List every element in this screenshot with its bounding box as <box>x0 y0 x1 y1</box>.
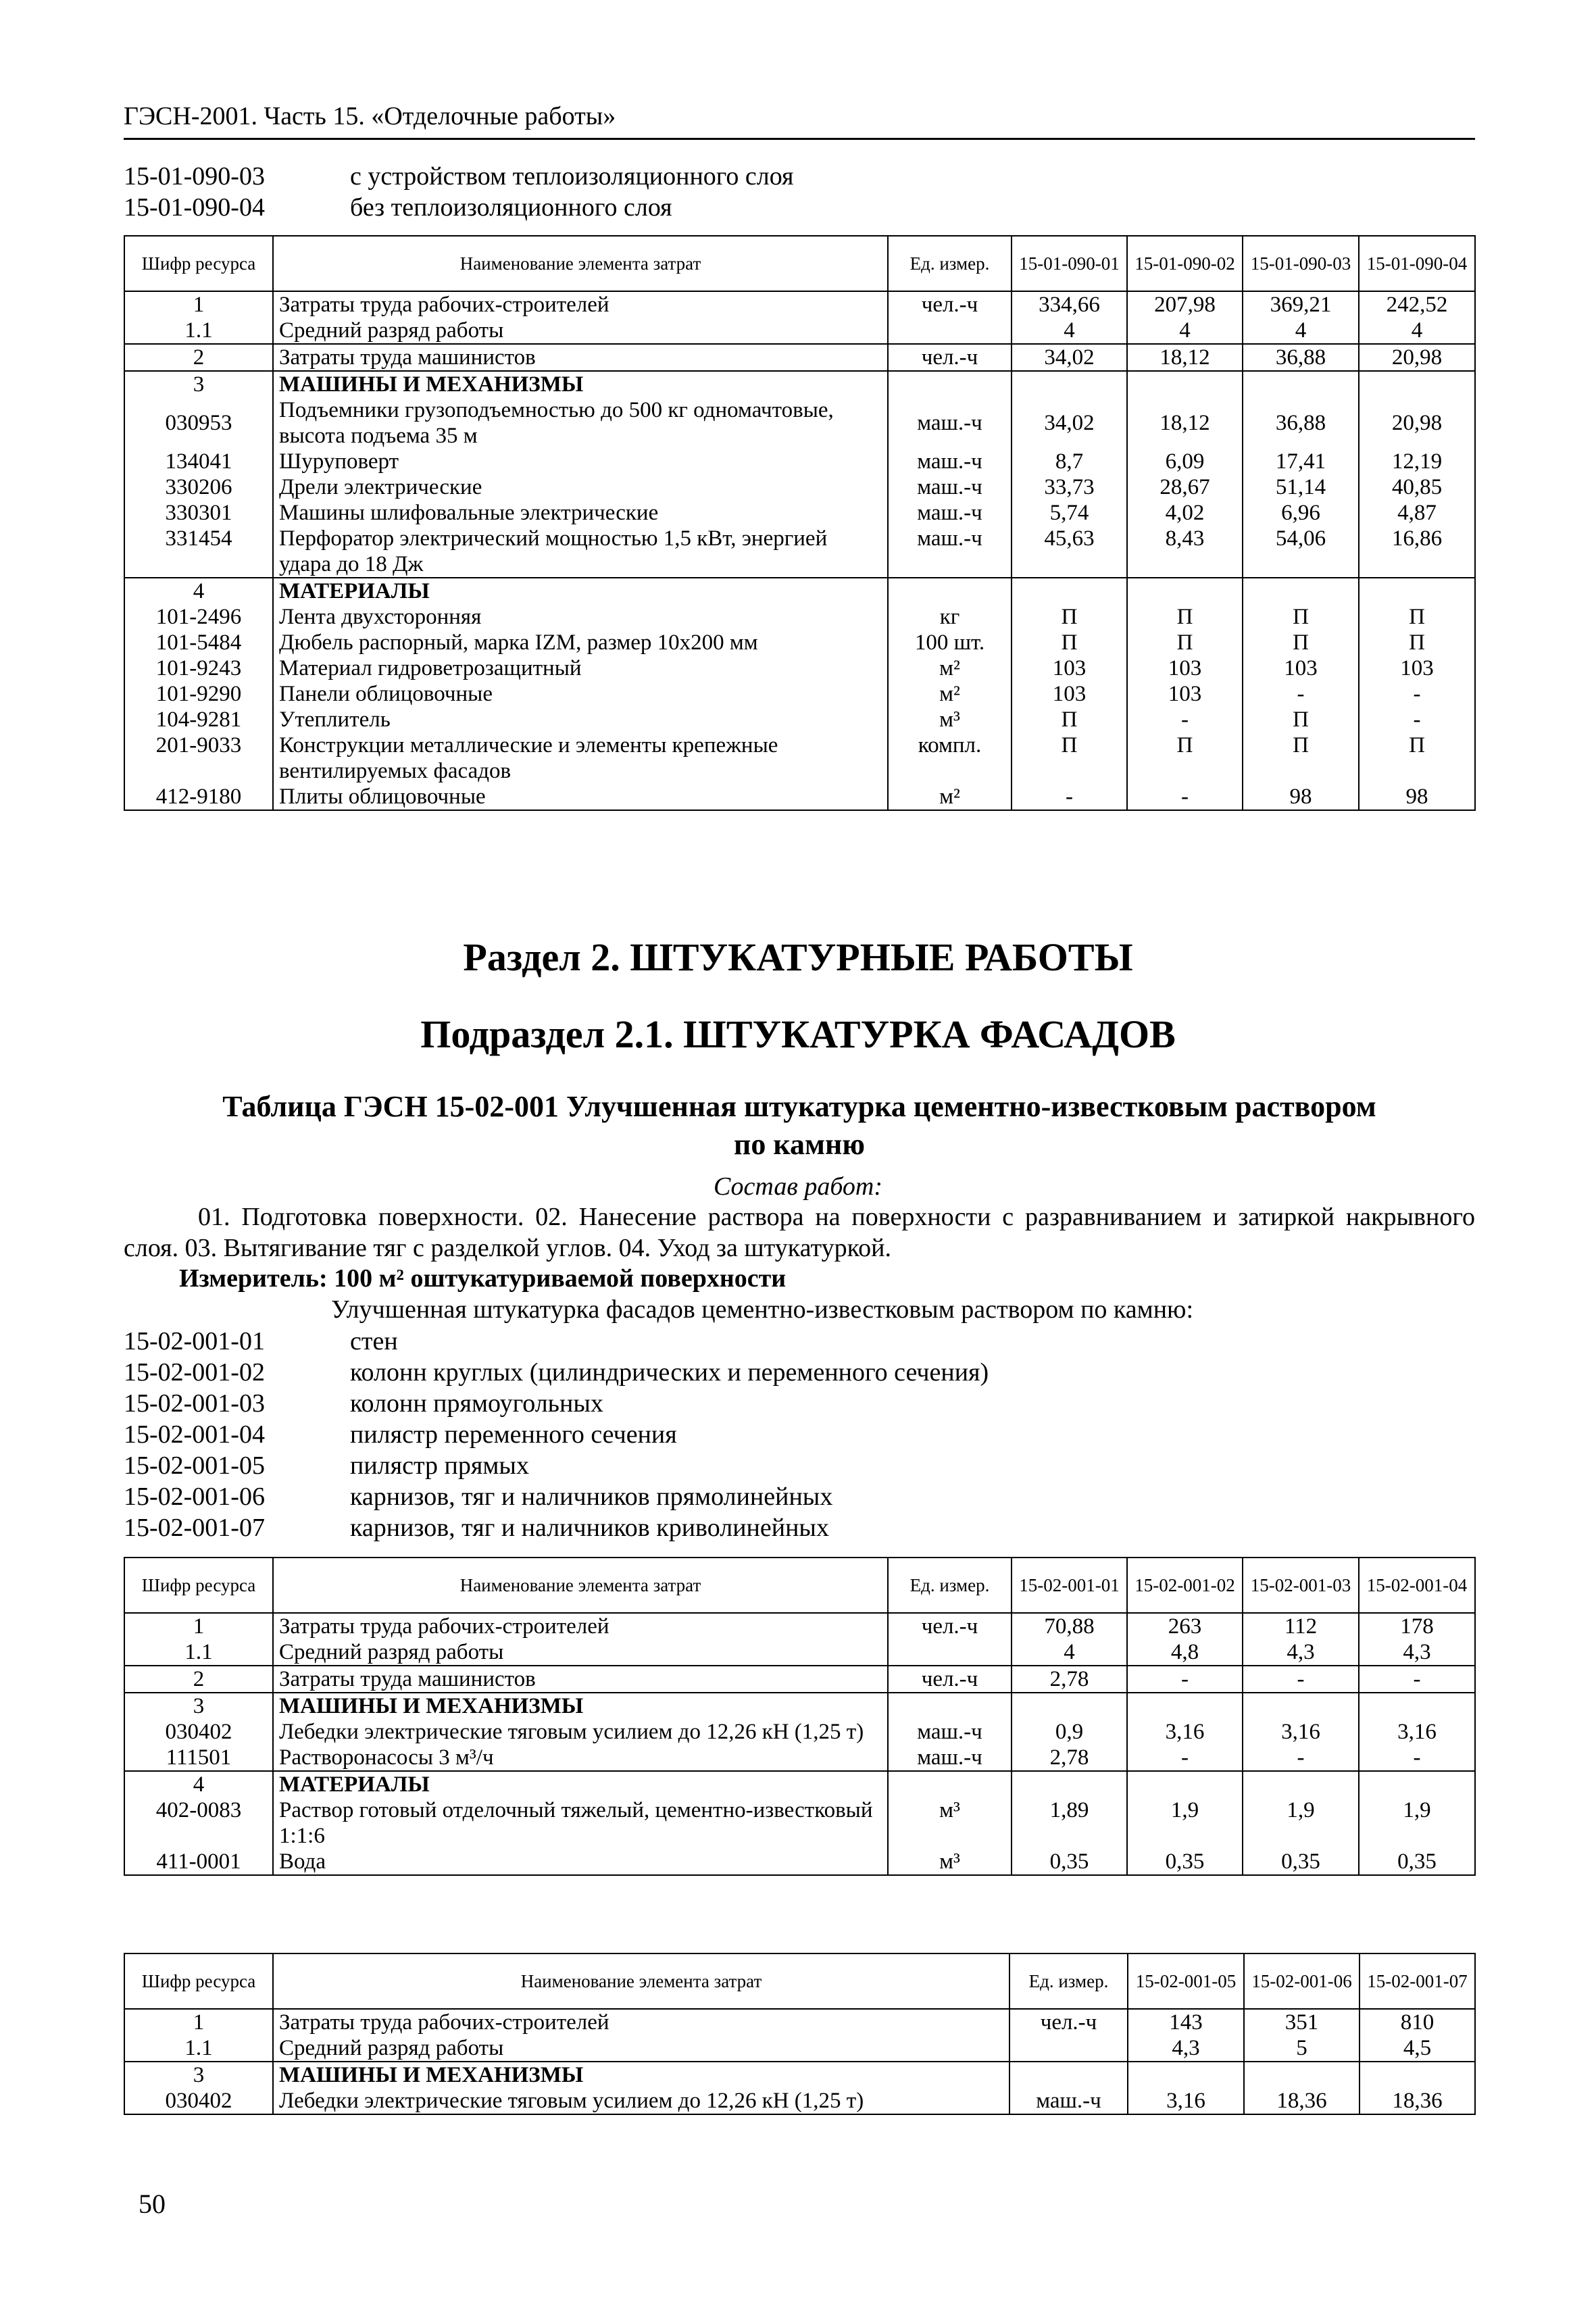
norm-value: 103 <box>1012 681 1127 707</box>
variants-top <box>124 161 1475 223</box>
table-row <box>124 732 1475 784</box>
norm-value: 51,14 <box>1243 474 1359 500</box>
resource-code: 1 <box>124 291 273 318</box>
norm-value: П <box>1243 732 1359 784</box>
norm-value <box>1360 2062 1475 2088</box>
table-row <box>124 2062 1475 2088</box>
resource-name: Лента двухсторонняя <box>273 604 888 630</box>
variant-row <box>124 1357 1475 1388</box>
norm-value: П <box>1359 604 1475 630</box>
header-code: Шифр ресурса <box>124 1953 273 2009</box>
norm-value: 0,35 <box>1243 1849 1359 1875</box>
norm-value: 4 <box>1012 318 1127 344</box>
variant-row <box>124 1450 1475 1481</box>
resource-table-1 <box>124 235 1476 811</box>
table-row <box>124 2009 1475 2035</box>
table-row <box>124 1613 1475 1639</box>
resource-unit: м³ <box>888 1797 1012 1849</box>
norm-value <box>1012 1693 1127 1719</box>
header-norm: 15-02-001-07 <box>1360 1953 1475 2009</box>
resource-name: Перфоратор электрический мощностью 1,5 кВт, энергией удара до 18 Дж <box>273 526 888 578</box>
norm-value: 207,98 <box>1127 291 1243 318</box>
norm-value: 0,35 <box>1359 1849 1475 1875</box>
norm-value: - <box>1359 681 1475 707</box>
norm-value: П <box>1127 732 1243 784</box>
table-row <box>124 1666 1475 1693</box>
norm-value: П <box>1012 604 1127 630</box>
variant-code: 15-02-001-05 <box>124 1451 265 1480</box>
norm-value: 351 <box>1244 2009 1360 2035</box>
norm-value <box>1127 371 1243 397</box>
norm-value: 17,41 <box>1243 449 1359 474</box>
norm-value <box>1359 371 1475 397</box>
norm-value: 4,3 <box>1243 1639 1359 1666</box>
norm-value <box>1012 371 1127 397</box>
table-row <box>124 707 1475 732</box>
table-title-line: Таблица ГЭСН 15-02-001 Улучшенная штукатурка цементно-известковым раствором <box>222 1090 1376 1123</box>
norm-value: - <box>1359 1745 1475 1771</box>
resource-code: 412-9180 <box>124 784 273 810</box>
header-name: Наименование элемента затрат <box>273 236 888 291</box>
norm-value <box>1244 2062 1360 2088</box>
resource-unit <box>1009 2035 1128 2062</box>
variant-code: 15-02-001-04 <box>124 1420 265 1449</box>
resource-code: 104-9281 <box>124 707 273 732</box>
norm-value: 1,9 <box>1127 1797 1243 1849</box>
norm-value: 112 <box>1243 1613 1359 1639</box>
resource-unit <box>888 1771 1012 1797</box>
resource-name: МАШИНЫ И МЕХАНИЗМЫ <box>273 371 888 397</box>
table-row <box>124 1797 1475 1849</box>
resource-unit: м² <box>888 681 1012 707</box>
table-row <box>124 344 1475 371</box>
norm-value: 70,88 <box>1012 1613 1127 1639</box>
header-norm: 15-01-090-02 <box>1127 236 1243 291</box>
norm-value: П <box>1012 707 1127 732</box>
norm-value: 178 <box>1359 1613 1475 1639</box>
resource-name: Затраты труда машинистов <box>273 1666 888 1693</box>
resource-unit: компл. <box>888 732 1012 784</box>
resource-unit: чел.-ч <box>888 291 1012 318</box>
norm-value: 103 <box>1012 655 1127 681</box>
resource-code: 201-9033 <box>124 732 273 784</box>
variant-code: 15-01-090-04 <box>124 193 265 222</box>
header-name: Наименование элемента затрат <box>273 1558 888 1613</box>
resource-code: 402-0083 <box>124 1797 273 1849</box>
resource-code: 030402 <box>124 2088 273 2114</box>
norm-value <box>1359 578 1475 604</box>
variant-code: 15-01-090-03 <box>124 162 265 191</box>
resource-name: Дюбель распорный, марка IZM, размер 10х200 мм <box>273 630 888 655</box>
norm-value: 103 <box>1359 655 1475 681</box>
resource-code: 101-5484 <box>124 630 273 655</box>
resource-name: Лебедки электрические тяговым усилием до 12,26 кН (1,25 т) <box>273 2088 1009 2114</box>
norm-value: 369,21 <box>1243 291 1359 318</box>
norm-value: 1,9 <box>1243 1797 1359 1849</box>
norm-value: 810 <box>1360 2009 1475 2035</box>
resource-unit: чел.-ч <box>888 344 1012 371</box>
norm-value: 5,74 <box>1012 500 1127 526</box>
variant-text: карнизов, тяг и наличников криволинейных <box>350 1514 829 1542</box>
norm-value: 103 <box>1127 681 1243 707</box>
norm-value: 143 <box>1128 2009 1244 2035</box>
resource-code: 111501 <box>124 1745 273 1771</box>
norm-value <box>1127 578 1243 604</box>
header-unit: Ед. измер. <box>888 236 1012 291</box>
resource-name: Затраты труда рабочих-строителей <box>273 2009 1009 2035</box>
norm-value: 34,02 <box>1012 344 1127 371</box>
resource-name: Машины шлифовальные электрические <box>273 500 888 526</box>
resource-code: 4 <box>124 578 273 604</box>
norm-value <box>1012 578 1127 604</box>
norm-value: 36,88 <box>1243 344 1359 371</box>
norm-value: 1,89 <box>1012 1797 1127 1849</box>
resource-name: Средний разряд работы <box>273 318 888 344</box>
norm-value <box>1012 1771 1127 1797</box>
norm-value <box>1127 1693 1243 1719</box>
resource-code: 134041 <box>124 449 273 474</box>
variant-row <box>124 1481 1475 1512</box>
resource-unit: маш.-ч <box>888 397 1012 449</box>
table-row <box>124 371 1475 397</box>
resource-unit: кг <box>888 604 1012 630</box>
norm-value: 34,02 <box>1012 397 1127 449</box>
resource-code: 030953 <box>124 397 273 449</box>
norm-value: 98 <box>1359 784 1475 810</box>
norm-value: 18,36 <box>1360 2088 1475 2114</box>
resource-name: Утеплитель <box>273 707 888 732</box>
norm-value: 0,9 <box>1012 1719 1127 1745</box>
norm-value: 103 <box>1243 655 1359 681</box>
table-row <box>124 2088 1475 2114</box>
norm-value: 28,67 <box>1127 474 1243 500</box>
resource-code: 101-2496 <box>124 604 273 630</box>
variant-row <box>124 1419 1475 1450</box>
norm-value: П <box>1127 630 1243 655</box>
table-row <box>124 526 1475 578</box>
resource-unit: чел.-ч <box>1009 2009 1128 2035</box>
table-row <box>124 1693 1475 1719</box>
resource-unit: маш.-ч <box>888 500 1012 526</box>
resource-name: Затраты труда машинистов <box>273 344 888 371</box>
header-code: Шифр ресурса <box>124 1558 273 1613</box>
resource-code: 030402 <box>124 1719 273 1745</box>
variant-text: карнизов, тяг и наличников прямолинейных <box>350 1483 833 1511</box>
resource-name: Раствор готовый отделочный тяжелый, цементно-известковый 1:1:6 <box>273 1797 888 1849</box>
norm-value: 3,16 <box>1127 1719 1243 1745</box>
resource-unit <box>888 1693 1012 1719</box>
resource-name: Затраты труда рабочих-строителей <box>273 291 888 318</box>
resource-name: Панели облицовочные <box>273 681 888 707</box>
norm-value: - <box>1127 784 1243 810</box>
header-norm: 15-02-001-05 <box>1128 1953 1244 2009</box>
running-header: ГЭСН-2001. Часть 15. «Отделочные работы» <box>124 101 1475 140</box>
norm-value: 18,12 <box>1127 344 1243 371</box>
variant-text: пилястр переменного сечения <box>350 1420 677 1449</box>
norm-value: 4,02 <box>1127 500 1243 526</box>
norm-value: П <box>1243 604 1359 630</box>
header-name: Наименование элемента затрат <box>273 1953 1009 2009</box>
norm-value: П <box>1359 630 1475 655</box>
resource-unit <box>888 578 1012 604</box>
table-row <box>124 681 1475 707</box>
norm-value: П <box>1127 604 1243 630</box>
resource-code: 330206 <box>124 474 273 500</box>
table-row <box>124 318 1475 344</box>
norm-value: 6,09 <box>1127 449 1243 474</box>
resource-name: Растворонасосы 3 м³/ч <box>273 1745 888 1771</box>
resource-code: 1.1 <box>124 1639 273 1666</box>
table-row <box>124 2035 1475 2062</box>
header-norm: 15-02-001-02 <box>1127 1558 1243 1613</box>
resource-name: Конструкции металлические и элементы крепежные вентилируемых фасадов <box>273 732 888 784</box>
table-row <box>124 604 1475 630</box>
norm-value: П <box>1243 630 1359 655</box>
resource-unit: маш.-ч <box>888 526 1012 578</box>
subsection-title: Подраздел 2.1. ШТУКАТУРКА ФАСАДОВ <box>420 1012 1176 1056</box>
variant-code: 15-02-001-03 <box>124 1389 265 1418</box>
norm-value: 33,73 <box>1012 474 1127 500</box>
resource-unit: м³ <box>888 1849 1012 1875</box>
table-row <box>124 630 1475 655</box>
variant-text: без теплоизоляционного слоя <box>350 193 672 222</box>
header-code: Шифр ресурса <box>124 236 273 291</box>
resource-code: 3 <box>124 1693 273 1719</box>
variant-text: с устройством теплоизоляционного слоя <box>350 162 794 191</box>
norm-value: - <box>1359 1666 1475 1693</box>
header-norm: 15-01-090-04 <box>1359 236 1475 291</box>
norm-value <box>1128 2062 1244 2088</box>
variant-code: 15-02-001-01 <box>124 1327 265 1355</box>
norm-value: 2,78 <box>1012 1666 1127 1693</box>
norm-value: 98 <box>1243 784 1359 810</box>
resource-unit: маш.-ч <box>888 1719 1012 1745</box>
norm-value: 20,98 <box>1359 397 1475 449</box>
norm-value <box>1127 1771 1243 1797</box>
resource-name: МАТЕРИАЛЫ <box>273 1771 888 1797</box>
resource-code: 2 <box>124 1666 273 1693</box>
table-row <box>124 655 1475 681</box>
norm-value <box>1359 1693 1475 1719</box>
norm-value: 4 <box>1243 318 1359 344</box>
norm-value: 4,3 <box>1128 2035 1244 2062</box>
norm-value: 40,85 <box>1359 474 1475 500</box>
resource-name: Плиты облицовочные <box>273 784 888 810</box>
variant-text: пилястр прямых <box>350 1451 529 1480</box>
resource-name: МАШИНЫ И МЕХАНИЗМЫ <box>273 1693 888 1719</box>
variant-text: колонн круглых (цилиндрических и переменного сечения) <box>350 1358 989 1387</box>
header-norm: 15-01-090-01 <box>1012 236 1127 291</box>
variants-lead: Улучшенная штукатурка фасадов цементно-известковым раствором по камню: <box>331 1295 1194 1324</box>
norm-value: 2,78 <box>1012 1745 1127 1771</box>
norm-value: 3,16 <box>1359 1719 1475 1745</box>
norm-value: - <box>1243 1745 1359 1771</box>
page-number: 50 <box>139 2189 166 2219</box>
norm-value: 4,3 <box>1359 1639 1475 1666</box>
resource-code: 3 <box>124 371 273 397</box>
variant-row <box>124 192 1475 223</box>
resource-name: Подъемники грузоподъемностью до 500 кг одномачтовые, высота подъема 35 м <box>273 397 888 449</box>
resource-code: 331454 <box>124 526 273 578</box>
resource-unit: маш.-ч <box>888 1745 1012 1771</box>
norm-value: 334,66 <box>1012 291 1127 318</box>
variant-row <box>124 1512 1475 1543</box>
resource-code: 3 <box>124 2062 273 2088</box>
table-row <box>124 474 1475 500</box>
header-norm: 15-02-001-03 <box>1243 1558 1359 1613</box>
norm-value: - <box>1359 707 1475 732</box>
norm-value: 103 <box>1127 655 1243 681</box>
norm-value: 4,5 <box>1360 2035 1475 2062</box>
norm-value <box>1243 371 1359 397</box>
table-row <box>124 578 1475 604</box>
table-row <box>124 1639 1475 1666</box>
table-row <box>124 397 1475 449</box>
norm-value: 3,16 <box>1128 2088 1244 2114</box>
norm-value: - <box>1243 681 1359 707</box>
norm-value: 12,19 <box>1359 449 1475 474</box>
resource-unit: 100 шт. <box>888 630 1012 655</box>
measure-line: Измеритель: 100 м² оштукатуриваемой поверхности <box>179 1264 787 1293</box>
resource-name: Шуруповерт <box>273 449 888 474</box>
header-unit: Ед. измер. <box>1009 1953 1128 2009</box>
norm-value <box>1243 1693 1359 1719</box>
variant-row <box>124 161 1475 192</box>
table-row <box>124 1771 1475 1797</box>
norm-value: - <box>1127 1666 1243 1693</box>
variant-code: 15-02-001-06 <box>124 1483 265 1511</box>
resource-name: Вода <box>273 1849 888 1875</box>
norm-value: 18,36 <box>1244 2088 1360 2114</box>
norm-value: 0,35 <box>1127 1849 1243 1875</box>
variants-mid <box>124 1326 1475 1543</box>
norm-value: 242,52 <box>1359 291 1475 318</box>
table-title <box>124 1088 1475 1164</box>
resource-unit: маш.-ч <box>888 449 1012 474</box>
norm-value: 263 <box>1127 1613 1243 1639</box>
resource-unit: м² <box>888 655 1012 681</box>
table-row <box>124 449 1475 474</box>
resource-unit: маш.-ч <box>1009 2088 1128 2114</box>
variant-row <box>124 1388 1475 1419</box>
resource-name: Средний разряд работы <box>273 1639 888 1666</box>
resource-code: 411-0001 <box>124 1849 273 1875</box>
resource-unit <box>1009 2062 1128 2088</box>
norm-value: 1,9 <box>1359 1797 1475 1849</box>
resource-code: 1 <box>124 2009 273 2035</box>
header-norm: 15-01-090-03 <box>1243 236 1359 291</box>
resource-code: 4 <box>124 1771 273 1797</box>
resource-name: Дрели электрические <box>273 474 888 500</box>
norm-value: - <box>1127 1745 1243 1771</box>
resource-unit: чел.-ч <box>888 1613 1012 1639</box>
resource-code: 101-9243 <box>124 655 273 681</box>
resource-name: Материал гидроветрозащитный <box>273 655 888 681</box>
norm-value: 4 <box>1012 1639 1127 1666</box>
section-title: Раздел 2. ШТУКАТУРНЫЕ РАБОТЫ <box>463 935 1133 979</box>
resource-name: Затраты труда рабочих-строителей <box>273 1613 888 1639</box>
norm-value: 5 <box>1244 2035 1360 2062</box>
resource-name: Средний разряд работы <box>273 2035 1009 2062</box>
resource-code: 101-9290 <box>124 681 273 707</box>
norm-value: П <box>1243 707 1359 732</box>
resource-unit <box>888 371 1012 397</box>
variant-code: 15-02-001-02 <box>124 1358 265 1387</box>
table-title-line: по камню <box>734 1128 865 1161</box>
norm-value: 54,06 <box>1243 526 1359 578</box>
norm-value: - <box>1243 1666 1359 1693</box>
variant-code: 15-02-001-07 <box>124 1514 265 1542</box>
resource-unit <box>888 318 1012 344</box>
norm-value: 3,16 <box>1243 1719 1359 1745</box>
header-norm: 15-02-001-01 <box>1012 1558 1127 1613</box>
norm-value: 36,88 <box>1243 397 1359 449</box>
table-row <box>124 500 1475 526</box>
norm-value: 4,87 <box>1359 500 1475 526</box>
norm-value: - <box>1012 784 1127 810</box>
resource-name: МАТЕРИАЛЫ <box>273 578 888 604</box>
resource-unit: маш.-ч <box>888 474 1012 500</box>
resource-code: 1 <box>124 1613 273 1639</box>
variant-row <box>124 1326 1475 1357</box>
composition-heading: Состав работ: <box>713 1172 883 1201</box>
norm-value <box>1243 1771 1359 1797</box>
norm-value: П <box>1359 732 1475 784</box>
header-norm: 15-02-001-06 <box>1244 1953 1360 2009</box>
composition-text: 01. Подготовка поверхности. 02. Нанесение раствора на поверхности с разравниванием и затиркой накрывного слоя. 03. Вытягивание тяг с разделкой углов. 04. Уход за штукатуркой. <box>124 1203 1475 1262</box>
norm-value: 45,63 <box>1012 526 1127 578</box>
table-row <box>124 291 1475 318</box>
norm-value: 8,7 <box>1012 449 1127 474</box>
table-row <box>124 784 1475 810</box>
resource-code: 2 <box>124 344 273 371</box>
norm-value: 4 <box>1127 318 1243 344</box>
table-row <box>124 1849 1475 1875</box>
resource-table-2 <box>124 1557 1476 1876</box>
norm-value: 4 <box>1359 318 1475 344</box>
norm-value: П <box>1012 732 1127 784</box>
resource-code: 1.1 <box>124 318 273 344</box>
norm-value: 20,98 <box>1359 344 1475 371</box>
norm-value: - <box>1127 707 1243 732</box>
norm-value <box>1359 1771 1475 1797</box>
resource-unit: м³ <box>888 707 1012 732</box>
header-unit: Ед. измер. <box>888 1558 1012 1613</box>
resource-code: 1.1 <box>124 2035 273 2062</box>
variant-text: стен <box>350 1327 398 1355</box>
norm-value: 16,86 <box>1359 526 1475 578</box>
resource-unit: чел.-ч <box>888 1666 1012 1693</box>
resource-code: 330301 <box>124 500 273 526</box>
norm-value: 4,8 <box>1127 1639 1243 1666</box>
table-row <box>124 1719 1475 1745</box>
norm-value <box>1243 578 1359 604</box>
resource-name: Лебедки электрические тяговым усилием до 12,26 кН (1,25 т) <box>273 1719 888 1745</box>
resource-table-3 <box>124 1953 1476 2115</box>
resource-unit <box>888 1639 1012 1666</box>
table-row <box>124 1745 1475 1771</box>
norm-value: 18,12 <box>1127 397 1243 449</box>
resource-name: МАШИНЫ И МЕХАНИЗМЫ <box>273 2062 1009 2088</box>
header-norm: 15-02-001-04 <box>1359 1558 1475 1613</box>
resource-unit: м² <box>888 784 1012 810</box>
norm-value: П <box>1012 630 1127 655</box>
norm-value: 0,35 <box>1012 1849 1127 1875</box>
norm-value: 8,43 <box>1127 526 1243 578</box>
variant-text: колонн прямоугольных <box>350 1389 603 1418</box>
norm-value: 6,96 <box>1243 500 1359 526</box>
